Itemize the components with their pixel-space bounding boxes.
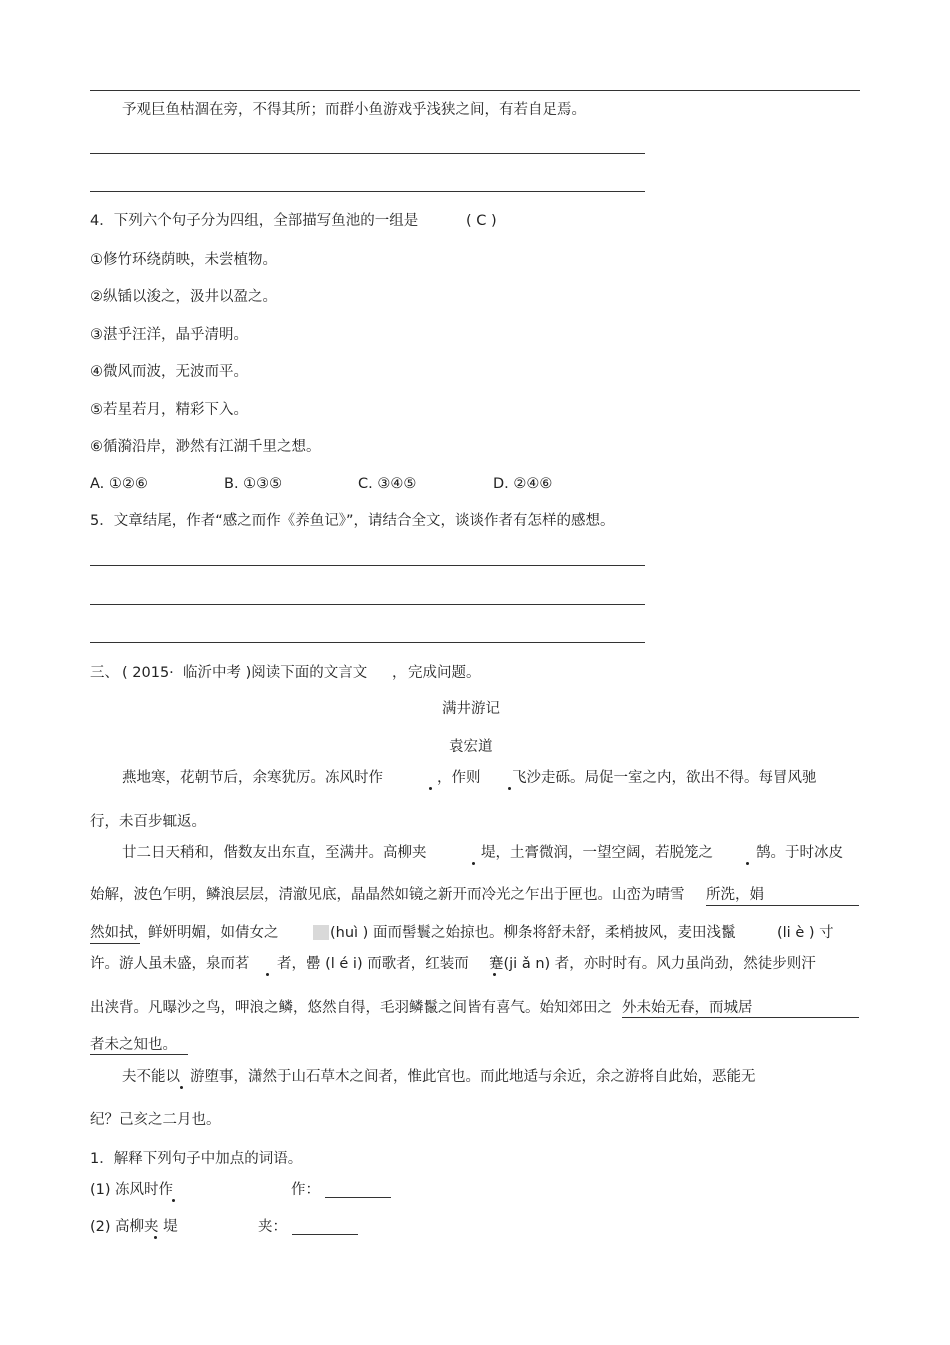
passage-text: 许。游人虽未盛，泉而茗 (90, 956, 250, 972)
emphasis-dot (472, 862, 475, 865)
q1-item-word: 作： (291, 1182, 320, 1198)
option-text: ①③⑤ (243, 476, 283, 492)
passage-text: (huì ) 面而髻鬟之始掠也。柳条将舒未舒，柔梢披风，麦田浅鬣 (330, 925, 736, 941)
option-letter: A. (90, 476, 105, 492)
option-letter: C. (358, 476, 373, 492)
passage-text: 纪？己亥之二月也。 (90, 1112, 221, 1128)
option-d (493, 477, 552, 492)
section-label: 三、 (90, 665, 119, 681)
underline (706, 905, 859, 906)
q4-item: ③湛乎汪洋，晶乎清明。 (90, 327, 248, 343)
answer-line (90, 642, 645, 643)
passage-text: (li è ) 寸 (777, 925, 834, 941)
passage-text: 然如拭， (90, 925, 148, 941)
passage-text: 燕地寒，花朝节后，余寒犹厉。冻风时作 (122, 770, 383, 786)
passage-text: 始解，波色乍明，鳞浪层层，清澈见底，晶晶然如镜之新开而冷光之乍出于匣也。山峦为晴雪 (90, 887, 685, 903)
passage-text: 游堕事，潇然于山石草木之间者，惟此官也。而此地适与余近，余之游将自此始，恶能无 (190, 1069, 756, 1085)
section-source: 临沂中考 )阅读下面的文言文 (183, 665, 368, 681)
answer-line (90, 565, 645, 566)
passage-text: 鲜妍明媚，如倩女之 (148, 925, 279, 941)
q1-item-sentence: 高柳夹 堤 (115, 1219, 178, 1235)
option-letter: D. (493, 476, 509, 492)
underline (90, 1054, 188, 1055)
emphasis-dot (746, 862, 749, 865)
q4-item: ②纵锸以浚之，汲井以盈之。 (90, 289, 277, 305)
passage-text: 堤，土膏微润，一望空阔，若脱笼之 (481, 845, 713, 861)
option-letter: B. (224, 476, 239, 492)
answer-blank[interactable] (292, 1234, 358, 1235)
passage-text: ，作则 (437, 770, 481, 786)
underline (90, 943, 140, 944)
section-source: ( 2015· (122, 665, 174, 681)
q4-item: ①修竹环绕荫映，未尝植物。 (90, 252, 277, 268)
passage-text: 飞沙走砾。局促一室之内，欲出不得。每冒风驰 (512, 770, 817, 786)
passage-text: 者，罍 (l é i) 而歌者，红装而 (277, 956, 469, 972)
obscured-character (313, 925, 329, 940)
passage-text: 者未之知也。 (90, 1037, 177, 1053)
passage-text: 所洗，娟 (706, 887, 764, 903)
answer-line (90, 191, 645, 192)
answer-line (90, 153, 645, 154)
option-text: ①②⑥ (108, 476, 148, 492)
q1-item-sentence: 冻风时作 (115, 1182, 173, 1198)
emphasis-dot (154, 1236, 157, 1239)
q1-item-word: 夹： (258, 1219, 287, 1235)
passage-author: 袁宏道 (449, 739, 493, 755)
passage-text: 行，未百步辄返。 (90, 814, 206, 830)
q1-item-number: (2) (90, 1219, 111, 1235)
emphasis-dot (266, 973, 269, 976)
emphasis-dot (508, 787, 511, 790)
q1-item-number: (1) (90, 1182, 111, 1198)
option-b (224, 477, 282, 492)
emphasis-dot (180, 1086, 183, 1089)
question-4-stem: 4．下列六个句子分为四组，全部描写鱼池的一组是 (90, 213, 419, 229)
answer-blank[interactable] (325, 1197, 391, 1198)
underline (622, 1017, 859, 1018)
question-4-answer: ( C ) (466, 213, 497, 229)
section-instruction: 完成问题。 (408, 665, 481, 681)
option-text: ③④⑤ (377, 476, 417, 492)
option-text: ②④⑥ (513, 476, 553, 492)
q4-item: ④微风而波，无波而平。 (90, 364, 248, 380)
q4-item: ⑥循漪沿岸，渺然有江湖千里之想。 (90, 439, 321, 455)
passage-line: 予观巨鱼枯涸在旁，不得其所；而群小鱼游戏乎浅狭之间，有若自足焉。 (122, 102, 586, 118)
passage-title: 满井游记 (442, 701, 500, 717)
answer-line (90, 604, 645, 605)
passage-text: 廿二日天稍和，偕数友出东直，至满井。高柳夹 (122, 845, 427, 861)
passage-text: 外未始无春，而城居 (622, 1000, 753, 1016)
option-c (358, 477, 416, 492)
passage-text: 鹄。于时冰皮 (756, 845, 843, 861)
emphasis-dot (493, 973, 496, 976)
top-rule (90, 90, 860, 91)
passage-text: 蹇(ji ǎ n) 者，亦时时有。风力虽尚劲，然徒步则汗 (489, 956, 816, 972)
question-1-stem: 1．解释下列句子中加点的词语。 (90, 1151, 303, 1167)
emphasis-dot (172, 1199, 175, 1202)
question-5-stem: 5．文章结尾，作者“感之而作《养鱼记》”，请结合全文，谈谈作者有怎样的感想。 (90, 513, 615, 529)
passage-text: 夫不能以 (122, 1069, 180, 1085)
emphasis-dot (429, 787, 432, 790)
q4-item: ⑤若星若月，精彩下入。 (90, 402, 248, 418)
section-source: ， (392, 665, 407, 681)
passage-text: 出浃背。凡曝沙之鸟，呷浪之鳞，悠然自得，毛羽鳞鬣之间皆有喜气。始知郊田之 (90, 1000, 612, 1016)
option-a (90, 477, 148, 492)
